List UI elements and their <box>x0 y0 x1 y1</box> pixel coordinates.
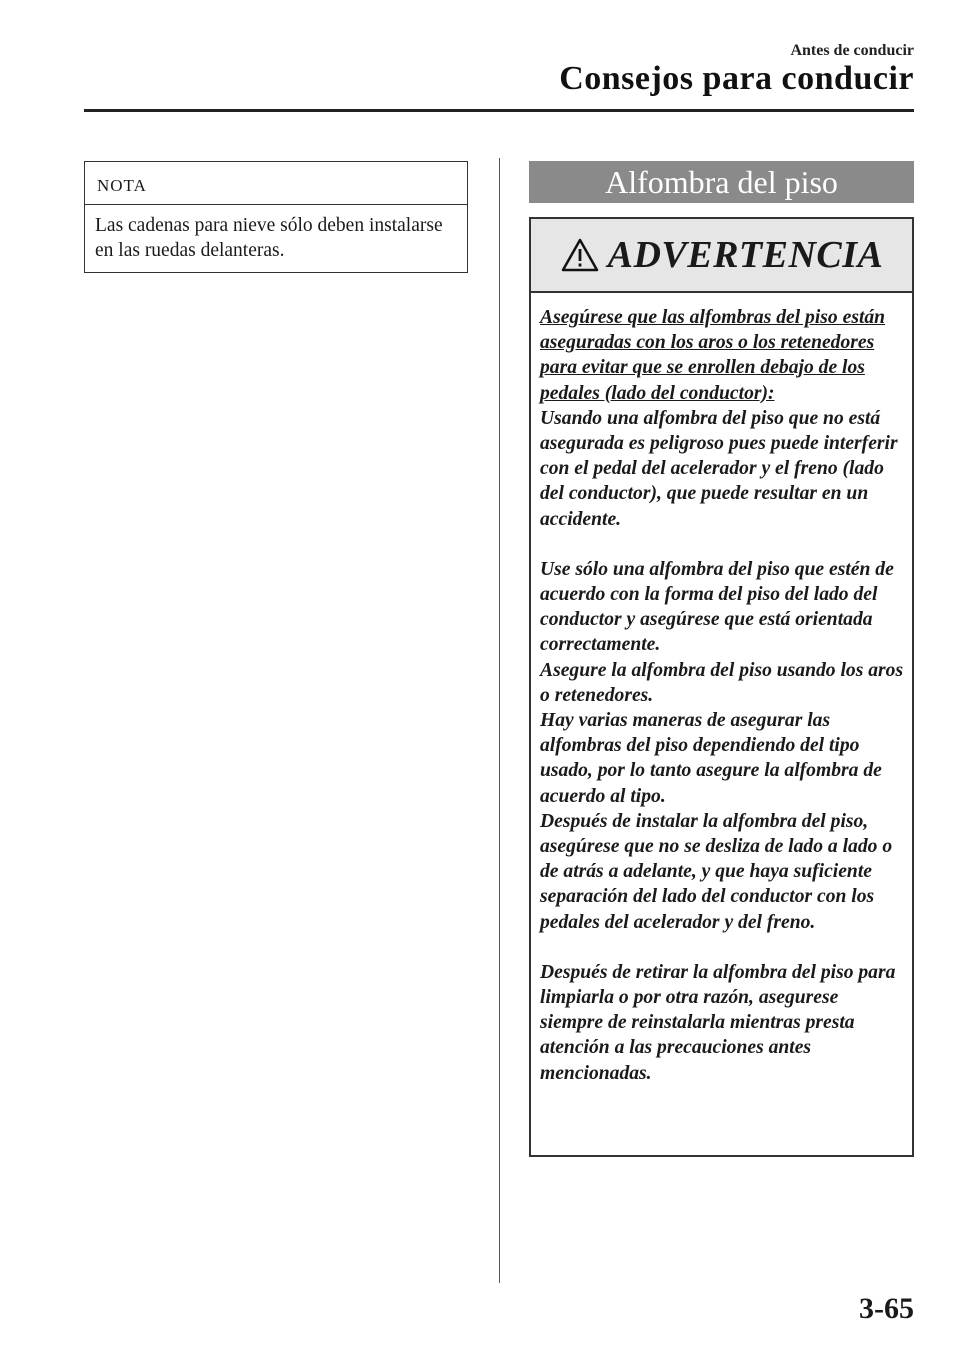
warning-paragraph: Use sólo una alfombra del piso que estén de acuerdo con la forma del piso del lado del conductor y asegúrese que está orientada correctamente. <box>540 558 894 656</box>
warning-paragraph: Después de retirar la alfombra del piso para limpiarla o por otra razón, asegurese siempre de reinstalarla mientras presta atención a las precauciones antes mencionadas. <box>540 961 896 1084</box>
section-heading: Alfombra del piso <box>529 161 914 203</box>
warning-paragraph: Hay varias maneras de asegurar las alfombras del piso dependiendo del tipo usado, por lo tanto asegure la alfombra de acuerdo al tipo. <box>540 710 882 807</box>
header-title: Consejos para conducir <box>559 60 914 97</box>
page-number: 3-65 <box>859 1292 914 1325</box>
warning-lead: Asegúrese que las alfombras del piso están aseguradas con los aros o los retenedores para evitar que se enrollen debajo de los pedales (lado del conductor): <box>540 307 886 404</box>
warning-header <box>531 219 912 293</box>
note-box <box>84 161 468 273</box>
paragraph-gap <box>540 532 904 557</box>
warning-box <box>529 217 914 1157</box>
paragraph-gap <box>540 935 904 960</box>
header-section-label: Antes de conducir <box>790 42 914 59</box>
column-divider <box>499 158 500 1283</box>
warning-paragraph: Después de instalar la alfombra del piso, asegúrese que no se desliza de lado a lado o de atrás a adelante, y que haya suficiente separación del lado del conductor con los pedales del acelerador y del freno. <box>540 810 893 933</box>
header-rule <box>84 109 914 112</box>
warning-title: ADVERTENCIA <box>607 234 884 276</box>
warning-body <box>531 293 912 1086</box>
note-title: NOTA <box>85 162 467 205</box>
note-text: Las cadenas para nieve sólo deben instalarse en las ruedas delanteras. <box>95 215 443 261</box>
warning-paragraph: Asegure la alfombra del piso usando los aros o retenedores. <box>540 659 904 706</box>
warning-triangle-icon <box>560 237 600 273</box>
warning-paragraph: Usando una alfombra del piso que no está asegurada es peligroso pues puede interferir con el pedal del acelerador y el freno (lado del conductor), que puede resultar en un accidente. <box>540 407 898 530</box>
